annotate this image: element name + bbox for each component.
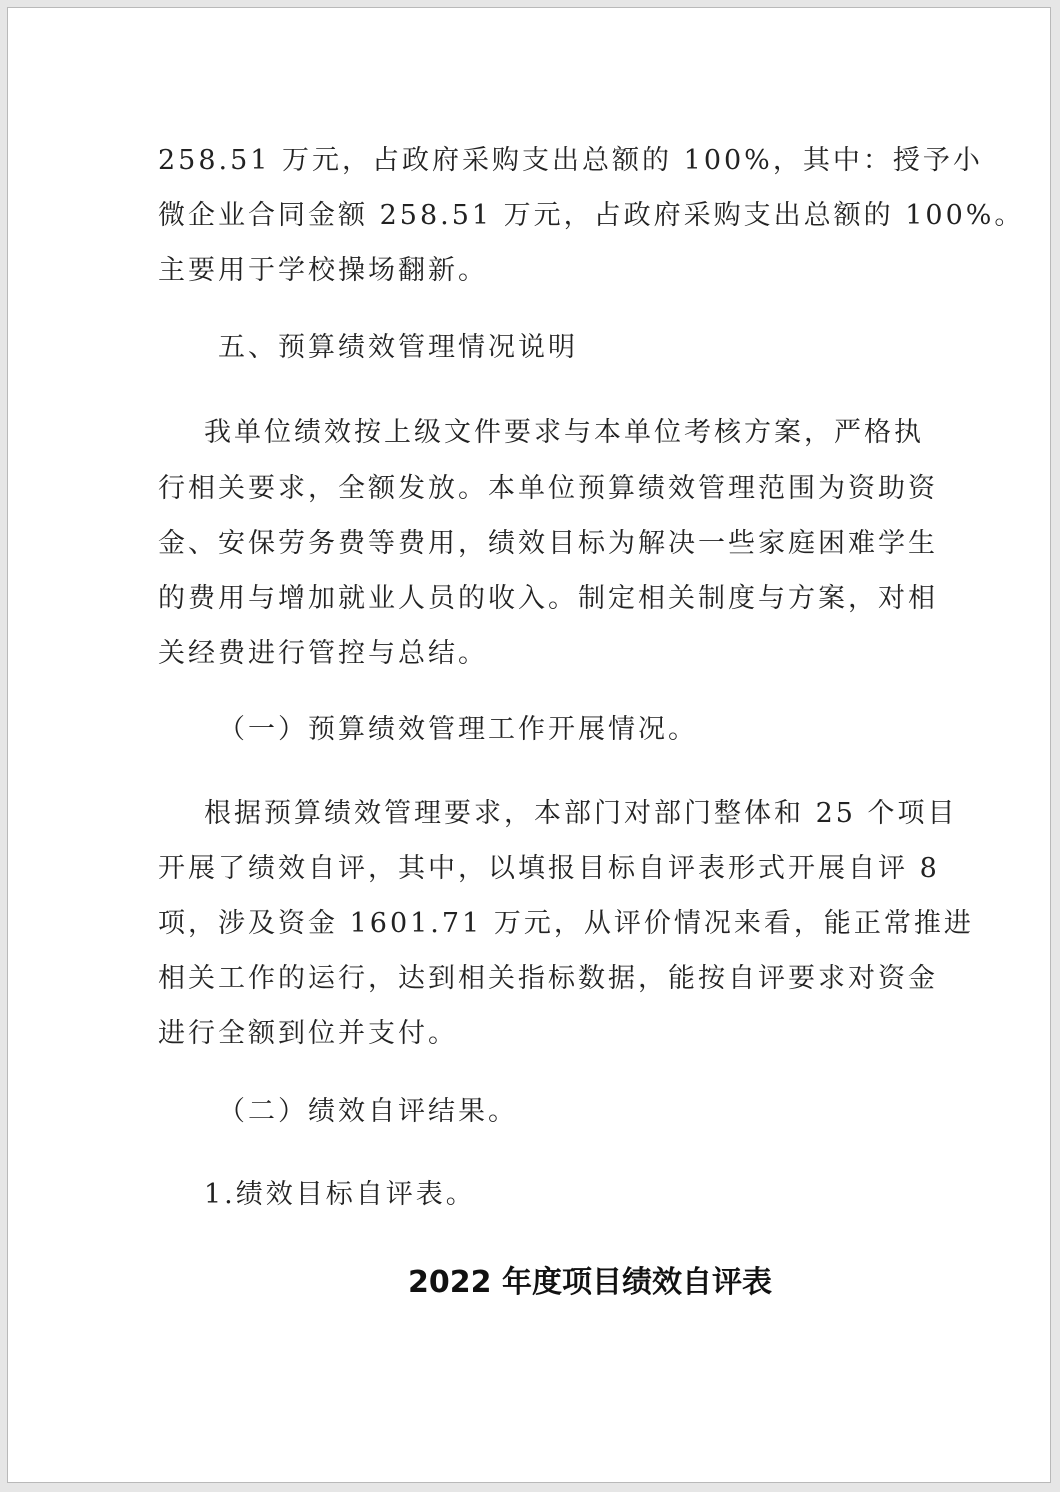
sub1-line-1: 根据预算绩效管理要求，本部门对部门整体和 25 个项目	[204, 798, 958, 829]
sub1-line-4: 相关工作的运行，达到相关指标数据，能按自评要求对资金	[158, 963, 938, 994]
sub1-heading: （一）预算绩效管理工作开展情况。	[218, 714, 698, 745]
sub1-line-5: 进行全额到位并支付。	[158, 1018, 458, 1049]
section5-line-1: 我单位绩效按上级文件要求与本单位考核方案，严格执	[204, 417, 924, 448]
section5-line-5: 关经费进行管控与总结。	[158, 638, 488, 669]
section5-line-4: 的费用与增加就业人员的收入。制定相关制度与方案，对相	[158, 583, 938, 614]
sub1-line-2: 开展了绩效自评，其中，以填报目标自评表形式开展自评 8	[158, 853, 940, 884]
sub1-line-3: 项，涉及资金 1601.71 万元，从评价情况来看，能正常推进	[158, 908, 974, 939]
procurement-line-1: 258.51 万元，占政府采购支出总额的 100%，其中：授予小	[158, 145, 983, 176]
procurement-line-2: 微企业合同金额 258.51 万元，占政府采购支出总额的 100%。	[158, 200, 1025, 231]
item1-label: 1.绩效目标自评表。	[204, 1179, 476, 1210]
sub2-heading: （二）绩效自评结果。	[218, 1096, 518, 1127]
section5-heading: 五、预算绩效管理情况说明	[218, 332, 578, 363]
procurement-line-3: 主要用于学校操场翻新。	[158, 255, 488, 286]
section5-line-3: 金、安保劳务费等费用，绩效目标为解决一些家庭困难学生	[158, 528, 938, 559]
section5-line-2: 行相关要求，全额发放。本单位预算绩效管理范围为资助资	[158, 473, 938, 504]
document-page	[7, 7, 1051, 1483]
table-title: 2022 年度项目绩效自评表	[408, 1265, 772, 1300]
